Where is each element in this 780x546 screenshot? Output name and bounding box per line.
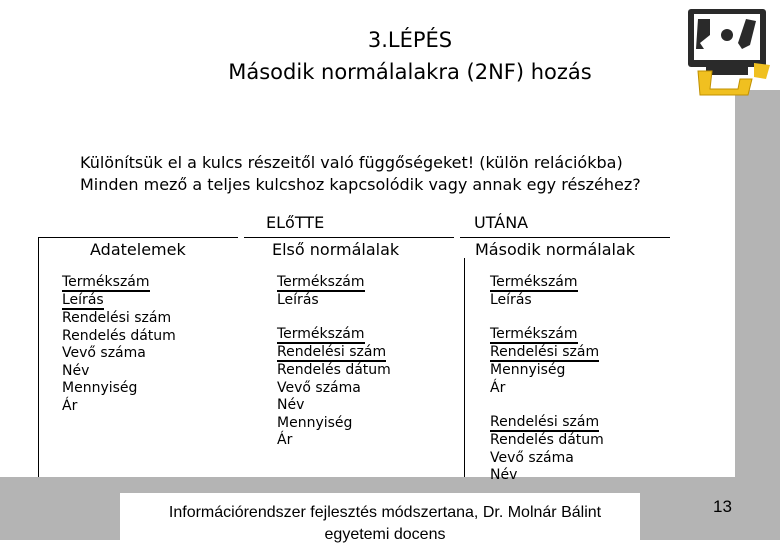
list-item: Rendelés dátum (277, 362, 391, 378)
list-item: Ár (62, 397, 78, 414)
first-nf-group-1 (277, 274, 365, 310)
list-item-key: Rendelési szám (490, 344, 600, 360)
intro-line-2: Minden mező a teljes kulcshoz kapcsolódik vagy annak egy részéhez? (80, 175, 641, 194)
header-after: UTÁNA (474, 213, 529, 232)
list-item: Leírás (490, 292, 532, 308)
list-item-key: Termékszám (62, 274, 150, 290)
second-nf-group-1 (490, 274, 578, 310)
list-item: Ár (490, 379, 506, 396)
side-gray-bar (735, 90, 780, 540)
list-item-key: Termékszám (490, 326, 578, 342)
slide-title-step: 3.LÉPÉS (367, 28, 453, 52)
slide-title-main: Második normálalakra (2NF) hozás (228, 60, 592, 84)
header-data-elements: Adatelemek (90, 240, 186, 259)
list-item: Név (62, 362, 90, 379)
header-underline-1 (38, 237, 238, 238)
list-item: Rendelés dátum (62, 327, 176, 344)
first-nf-group-2 (277, 326, 391, 450)
list-item-key: Rendelési szám (490, 414, 600, 430)
footer-line-1: Információrendszer fejlesztés módszertana, Dr. Molnár Bálint (168, 504, 602, 521)
list-item: Rendelés dátum (490, 432, 604, 448)
header-underline-2 (244, 237, 454, 238)
second-nf-group-2 (490, 326, 599, 397)
list-item-key: Termékszám (277, 326, 365, 342)
computer-monitor-logo-icon (680, 5, 775, 100)
divider-line (464, 258, 465, 477)
list-item-key: Termékszám (490, 274, 578, 290)
footer-text (125, 502, 645, 546)
list-item: Rendelési szám (62, 310, 172, 326)
left-border-line (38, 237, 39, 477)
list-item-key: Leírás (62, 292, 104, 308)
intro-line-1: Különítsük el a kulcs részeitől való függőségeket! (külön relációkba) (80, 153, 623, 172)
list-item-key: Rendelési szám (277, 344, 387, 360)
list-item: Vevő száma (490, 449, 574, 466)
list-item: Vevő száma (62, 345, 146, 361)
header-second-normal-form: Második normálalak (475, 240, 636, 259)
data-elements-list (62, 274, 176, 415)
list-item: Név (490, 467, 518, 483)
list-item: Mennyiség (490, 362, 566, 378)
footer-line-2: egyetemi docens (324, 526, 446, 543)
list-item: Mennyiség (62, 380, 138, 396)
list-item: Ár (277, 432, 293, 448)
intro-text (80, 152, 641, 196)
list-item: Név (277, 397, 305, 413)
list-item: Vevő száma (277, 379, 361, 396)
list-item-key: Termékszám (277, 274, 365, 290)
list-item: Mennyiség (277, 414, 353, 431)
header-first-normal-form: Első normálalak (272, 240, 400, 259)
page-number: 13 (713, 497, 732, 516)
second-nf-group-3 (490, 414, 604, 485)
list-item: Leírás (277, 292, 319, 308)
header-underline-3 (460, 237, 670, 238)
header-before: ELőTTE (266, 213, 325, 232)
